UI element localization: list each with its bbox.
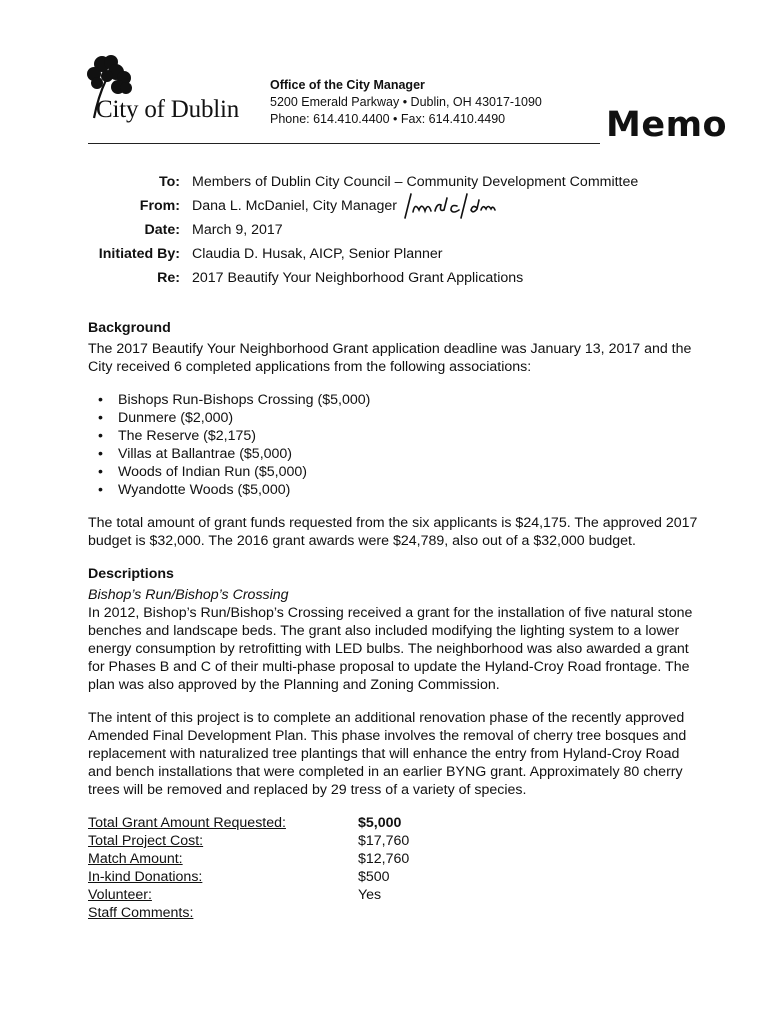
inkind-value: $500	[358, 869, 390, 885]
office-info	[270, 77, 542, 128]
project-paragraph-1: In 2012, Bishop’s Run/Bishop’s Crossing received a grant for the installation of five natural stone benches and landscape beds. The grant also included modifying the lighting system to a lower energy consumption by retrofitting with LED bulbs. The neighborhood was also awarded a grant for Phases B and C of their multi-phase proposal to update the Hyland-Croy Road frontage. The plan was also approved by the Planning and Zoning Commission.	[88, 605, 693, 693]
initiated-row	[60, 242, 638, 266]
from-row	[60, 194, 638, 218]
to-value: Members of Dublin City Council – Community Development Committee	[192, 174, 639, 190]
date-row	[60, 218, 638, 242]
to-label: To:	[158, 174, 180, 190]
memo-title: Memo	[606, 105, 728, 145]
staff-comments-label: Staff Comments:	[88, 905, 194, 921]
project-paragraph-2: The intent of this project is to complete an additional renovation phase of the recently approved Amended Final Development Plan. This phase involves the removal of cherry tree bosques and replacement with naturalized tree plantings that will enhance the entry from Hyland-Croy Road and bench installations that were completed in an earlier BYNG grant. Approximately 80 cherry trees will be removed and replaced by 29 tress of a variety of species.	[88, 710, 687, 798]
from-value: Dana L. McDaniel, City Manager	[192, 198, 398, 214]
memo-header	[60, 170, 638, 290]
date-label: Date:	[144, 222, 180, 238]
applicant-list	[88, 391, 700, 499]
re-label: Re:	[157, 270, 180, 286]
to-row	[60, 170, 638, 194]
re-value: 2017 Beautify Your Neighborhood Grant Applications	[192, 270, 524, 286]
list-item: • Bishops Run-Bishops Crossing ($5,000)	[118, 391, 700, 409]
list-item: • Wyandotte Woods ($5,000)	[118, 481, 700, 499]
total-cost-label: Total Project Cost:	[88, 833, 204, 849]
list-item: • Villas at Ballantrae ($5,000)	[118, 445, 700, 463]
list-item: • The Reserve ($2,175)	[118, 427, 700, 445]
list-item: • Dunmere ($2,000)	[118, 409, 700, 427]
office-phone-fax: Phone: 614.410.4400 • Fax: 614.410.4490	[270, 112, 506, 126]
from-label: From:	[139, 198, 180, 214]
re-row	[60, 266, 638, 290]
inkind-label: In-kind Donations:	[88, 869, 203, 885]
background-heading: Background	[88, 320, 171, 336]
match-label: Match Amount:	[88, 851, 183, 867]
total-grant-value: $5,000	[358, 815, 402, 831]
background-intro: The 2017 Beautify Your Neighborhood Grant application deadline was January 13, 2017 and the City received 6 completed applications from the following associations:	[88, 341, 692, 375]
header-divider	[88, 143, 600, 144]
total-grant-label: Total Grant Amount Requested:	[88, 815, 286, 831]
city-name: City of Dublin	[96, 96, 240, 123]
initiated-value: Claudia D. Husak, AICP, Senior Planner	[192, 246, 443, 262]
memo-body	[88, 319, 700, 922]
date-value: March 9, 2017	[192, 222, 283, 238]
total-cost-value: $17,760	[358, 833, 410, 849]
city-logo	[80, 52, 270, 132]
office-address: 5200 Emerald Parkway • Dublin, OH 43017-1090	[270, 95, 542, 109]
initiated-label: Initiated By:	[98, 246, 180, 262]
project-subheading: Bishop’s Run/Bishop’s Crossing	[88, 587, 289, 603]
volunteer-value: Yes	[358, 887, 382, 903]
background-summary: The total amount of grant funds requested from the six applicants is $24,175. The approved 2017 budget is $32,000. The 2016 grant awards were $24,789, also out of a $32,000 budget.	[88, 515, 698, 549]
list-item: • Woods of Indian Run ($5,000)	[118, 463, 700, 481]
financial-summary	[88, 814, 700, 922]
signature-initials	[403, 192, 523, 220]
volunteer-label: Volunteer:	[88, 887, 152, 903]
office-title: Office of the City Manager	[270, 78, 425, 92]
match-value: $12,760	[358, 851, 410, 867]
descriptions-heading: Descriptions	[88, 566, 174, 582]
